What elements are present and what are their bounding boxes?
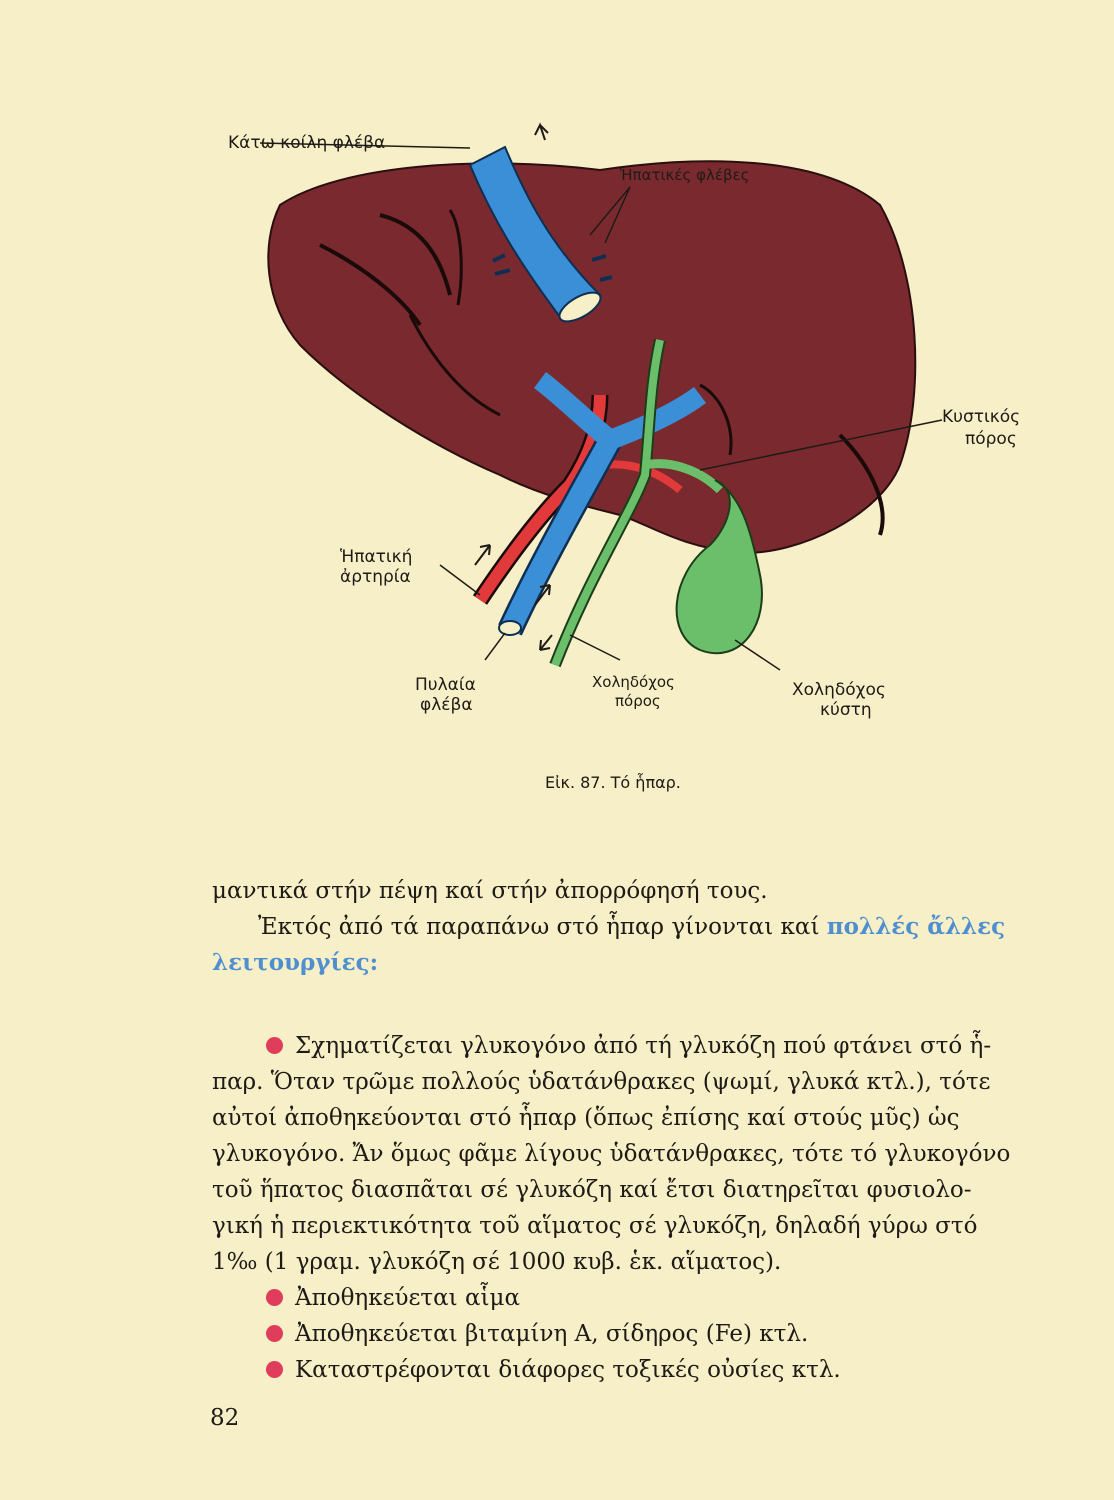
label-hepatic-veins: Ἡπατικές φλέβες xyxy=(620,166,750,184)
portal-vein-opening xyxy=(499,621,521,635)
label-gallbladder-line1: Χοληδόχος xyxy=(792,680,886,700)
leader-line xyxy=(570,635,620,660)
para-line: αὐτοί ἀποθηκεύονται στό ἧπαρ (ὅπως ἐπίσης καί στούς μῦς) ὡς xyxy=(212,1105,960,1131)
bullet-3-text: Ἀποθηκεύεται βιταμίνη Α, σίδηρος (Fe) κτλ. xyxy=(295,1321,809,1347)
text-line-3-accent: λειτουργίες: xyxy=(212,949,379,976)
bullet-4-text: Καταστρέφονται διάφορες τοξικές οὐσίες κτλ. xyxy=(295,1357,841,1383)
bullet-4 xyxy=(266,1352,841,1388)
flow-arrow-icon xyxy=(540,635,552,650)
bullet-dot-icon xyxy=(266,1289,283,1306)
bullet-3 xyxy=(266,1316,808,1352)
para-line: 1‰ (1 γραμ. γλυκόζη σέ 1000 κυβ. ἑκ. αἵματος). xyxy=(212,1249,782,1275)
bullet-2 xyxy=(266,1280,520,1316)
label-hepatic-artery-line1: Ἡπατική xyxy=(340,547,413,567)
text-line-1: μαντικά στήν πέψη καί στήν ἀπορρόφησή τους. xyxy=(212,878,768,904)
label-hepatic-artery-line2: ἀρτηρία xyxy=(340,567,411,587)
label-vena-cava: Κάτω κοίλη φλέβα xyxy=(228,133,386,153)
label-portal-vein-line2: φλέβα xyxy=(420,695,473,715)
bullet-2-text: Ἀποθηκεύεται αἷμα xyxy=(295,1285,521,1311)
liver-figure xyxy=(180,95,1080,815)
page-number: 82 xyxy=(210,1405,240,1431)
para-line: παρ. Ὅταν τρῶμε πολλούς ὑδατάνθρακες (ψωμί, γλυκά κτλ.), τότε xyxy=(212,1069,991,1095)
leader-line xyxy=(440,565,480,595)
label-portal-vein-line1: Πυλαία xyxy=(415,675,476,695)
text-line-2-start: Ἐκτός ἀπό τά παραπάνω στό ἧπαρ γίνονται καί xyxy=(258,914,820,940)
para-line: γική ἡ περιεκτικότητα τοῦ αἵματος σέ γλυκόζη, δηλαδή γύρω στό xyxy=(212,1213,978,1239)
bullet-1-text: Σχηματίζεται γλυκογόνο ἀπό τή γλυκόζη πού φτάνει στό ἧ- xyxy=(295,1033,992,1059)
label-gallbladder-line2: κύστη xyxy=(820,700,872,720)
text-line-2 xyxy=(258,909,1058,945)
bullet-dot-icon xyxy=(266,1361,283,1378)
figure-caption: Εἰκ. 87. Τό ἧπαρ. xyxy=(545,773,681,792)
label-cystic-duct-line2: πόρος xyxy=(965,429,1017,449)
leader-line xyxy=(735,640,780,670)
label-bile-duct-line1: Χοληδόχος xyxy=(592,673,675,691)
label-bile-duct-line2: πόρος xyxy=(615,692,661,710)
label-cystic-duct-line1: Κυστικός xyxy=(942,407,1021,427)
flow-arrow-icon xyxy=(475,545,490,565)
bullet-dot-icon xyxy=(266,1037,283,1054)
flow-arrow-icon xyxy=(535,125,548,140)
para-line: τοῦ ἥπατος διασπᾶται σέ γλυκόζη καί ἔτσι διατηρεῖται φυσιολο- xyxy=(212,1177,972,1203)
bullet-1-line-1 xyxy=(266,1028,991,1064)
para-line: γλυκογόνο. Ἄν ὅμως φᾶμε λίγους ὑδατάνθρακες, τότε τό γλυκογόνο xyxy=(212,1141,1011,1167)
bullet-dot-icon xyxy=(266,1325,283,1342)
text-line-2-accent: πολλές ἄλλες xyxy=(826,913,1006,940)
leader-line xyxy=(485,633,505,660)
